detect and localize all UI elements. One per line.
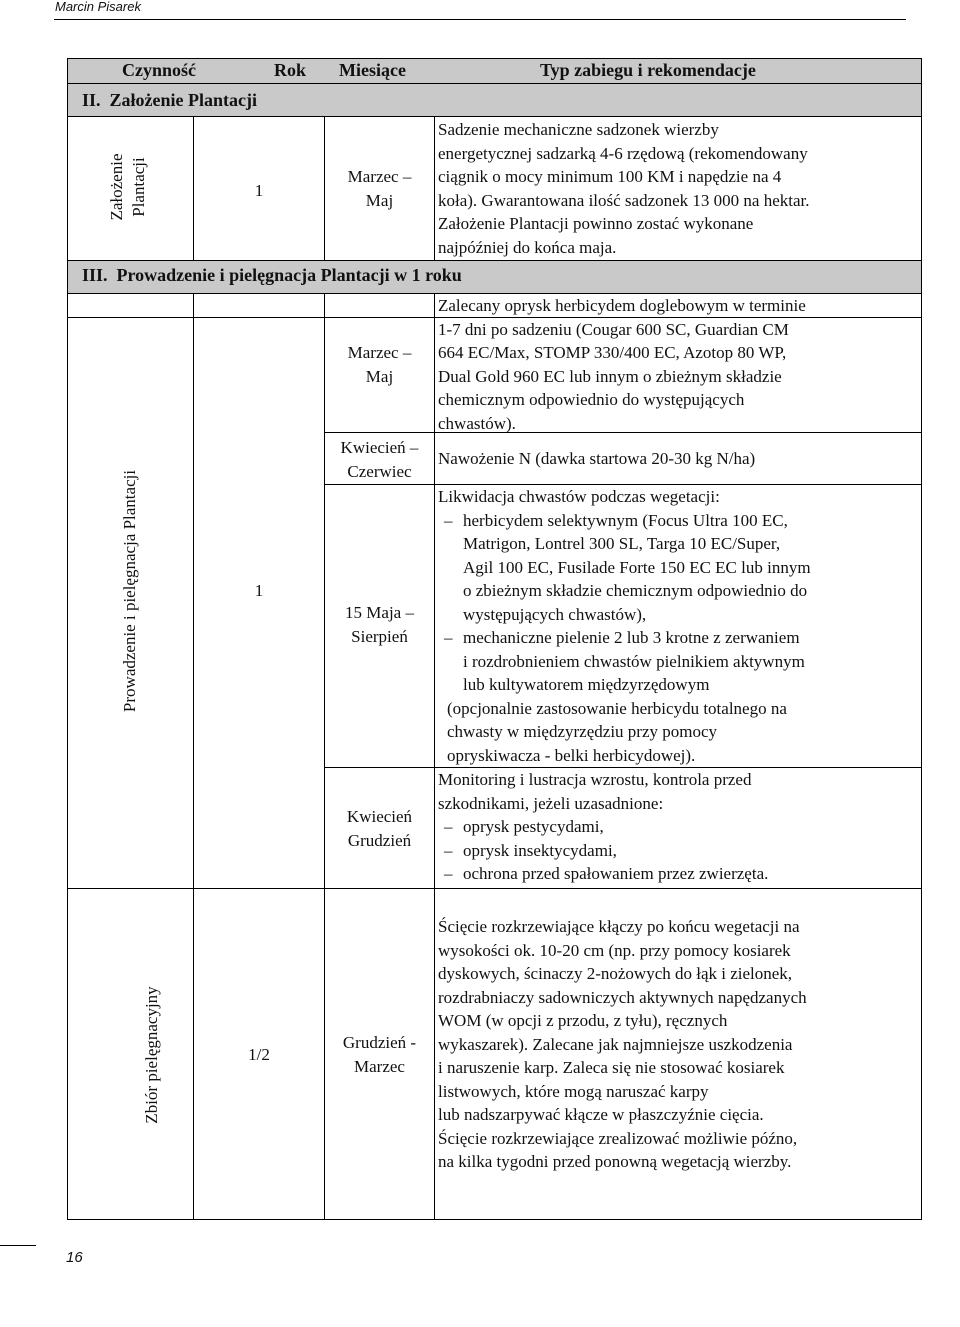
dash-symbol: – <box>444 817 453 836</box>
section-4-activity-cell <box>67 888 194 1220</box>
bullet-herbicide: – herbicydem selektywnym (Focus Ultra 100 EC, Matrigon, Lontrel 300 SL, Targa 10 EC/Super, Agil 100 EC, Fusilade Forte 150 EC EC lub innym o zbieżnym składzie chemicznym odpowiednio do występujących chwastów), <box>444 510 811 624</box>
bullet-animal-protection: – ochrona przed spałowaniem przez zwierzęta. <box>438 862 918 886</box>
section-4-months: Grudzień - Marzec <box>342 1033 417 1076</box>
section-2-months: Marzec – Maj <box>347 167 412 210</box>
header-rule <box>54 19 906 20</box>
section-2-title: II. Założenie Plantacji <box>82 90 257 110</box>
col-header-year: Rok <box>274 60 307 80</box>
section-3-rec-1: Zalecany oprysk herbicydem doglebowym w terminie 1-7 dni po sadzeniu (Cougar 600 SC, Guardian CM 664 EC/Max, STOMP 330/400 EC, Azotop 80 WP, Dual Gold 960 EC lub innym o zbieżnym składzie chemicznym odpowiednio do występujących chwastów). <box>438 296 806 433</box>
section-3-year: 1 <box>254 581 264 600</box>
footer-rule <box>0 1245 36 1246</box>
section-3-months-4: Kwiecień Grudzień <box>346 807 413 850</box>
section-4-activity-label: Zbiór pielęgnacyjny <box>142 986 161 1124</box>
optional-note: (opcjonalnie zastosowanie herbicydu totalnego na chwasty w międzyrzędziu przy pomocy opryskiwacza - belki herbicydowej). <box>447 698 787 765</box>
dash-symbol: – <box>444 840 453 860</box>
section-2-activity-label: Założenie Plantacji <box>107 153 148 221</box>
schedule-table <box>67 58 922 1220</box>
section-3-title: III. Prowadzenie i pielęgnacja Plantacji w 1 roku <box>82 265 462 285</box>
dash-symbol: – <box>444 628 453 647</box>
dash-symbol: – <box>444 510 453 530</box>
dash-symbol: – <box>444 864 453 883</box>
section-3-rec-3: Likwidacja chwastów podczas wegetacji: – herbicydem selektywnym (Focus Ultra 100 EC, Matrigon, Lontrel 300 SL, Targa 10 EC/Super, Agil 100 EC, Fusilade Forte 150 EC EC lub innym o zbieżnym składzie chemicznym odpowiednio do występujących chwastów), – mechaniczne pielenie 2 lub 3 krotne z zerwaniem i rozdrobnieniem chwastów pielnikiem aktywnym lub kultywatorem międzyrzędowym (opcjonalnie zastosowanie herbicydu totalnego na chwasty w międzyrzędziu przy pomocy opryskiwacza - belki herbicydowej). <box>438 485 920 767</box>
bullet-insecticide: – oprysk insektycydami, <box>438 839 918 863</box>
col-header-recommendations: Typ zabiegu i rekomendacje <box>540 60 756 80</box>
col-header-months: Miesiące <box>339 60 406 80</box>
section-2-year: 1 <box>254 181 264 200</box>
section-2-recommendation: Sadzenie mechaniczne sadzonek wierzby energetycznej sadzarką 4-6 rzędową (rekomendowany ciągnik o mocy minimum 100 KM i napędzie na 4 koła). Gwarantowana ilość sadzonek 13 000 na hektar. Założenie Plantacji powinno zostać wykonane najpóźniej do końca maja. <box>438 120 810 257</box>
bullet-pesticide: – oprysk pestycydami, <box>438 815 918 839</box>
section-3-months-1: Marzec – Maj <box>347 343 412 386</box>
section-3-months-3: 15 Maja – Sierpień <box>345 603 414 646</box>
section-3-rec-4: Monitoring i lustracja wzrostu, kontrola przed szkodnikami, jeżeli uzasadnione: – oprysk pestycydami, – oprysk insektycydami, – ochrona przed spałowaniem przez zwierzęta. <box>438 768 918 886</box>
header-author: Marcin Pisarek <box>55 0 141 14</box>
section-3-activity-label: Prowadzenie i pielęgnacja Plantacji <box>120 469 139 713</box>
col-header-activity: Czynność <box>122 60 197 80</box>
section-3-rec-2: Nawożenie N (dawka startowa 20-30 kg N/ha) <box>438 449 756 468</box>
section-3-months-2: Kwiecień – Czerwiec <box>340 438 419 481</box>
bullet-mechanical: – mechaniczne pielenie 2 lub 3 krotne z zerwaniem i rozdrobnieniem chwastów pielnikiem aktywnym lub kultywatorem międzyrzędowym <box>444 628 805 694</box>
section-4-year: 1/2 <box>248 1045 270 1064</box>
section-4-recommendation: Ścięcie rozkrzewiające kłączy po końcu wegetacji na wysokości ok. 10-20 cm (np. przy pomocy kosiarek dyskowych, ścinaczy 2-nożowych do łąk i zielonek, rozdrabniaczy sadowniczych aktywnych napędzanych WOM (w opcji z przodu, z tyłu), ręcznych wykaszarek). Zalecane jak najmniejsze uszkodzenia i naruszenie karp. Zaleca się nie stosować kosiarek listwowych, które mogą naruszać karpy lub nadszarpywać kłącze w płaszczyźnie cięcia. Ścięcie rozkrzewiające zrealizować możliwie późno, na kilka tygodni przed ponowną wegetacją wierzby. <box>438 917 807 1171</box>
page-number: 16 <box>66 1249 83 1266</box>
